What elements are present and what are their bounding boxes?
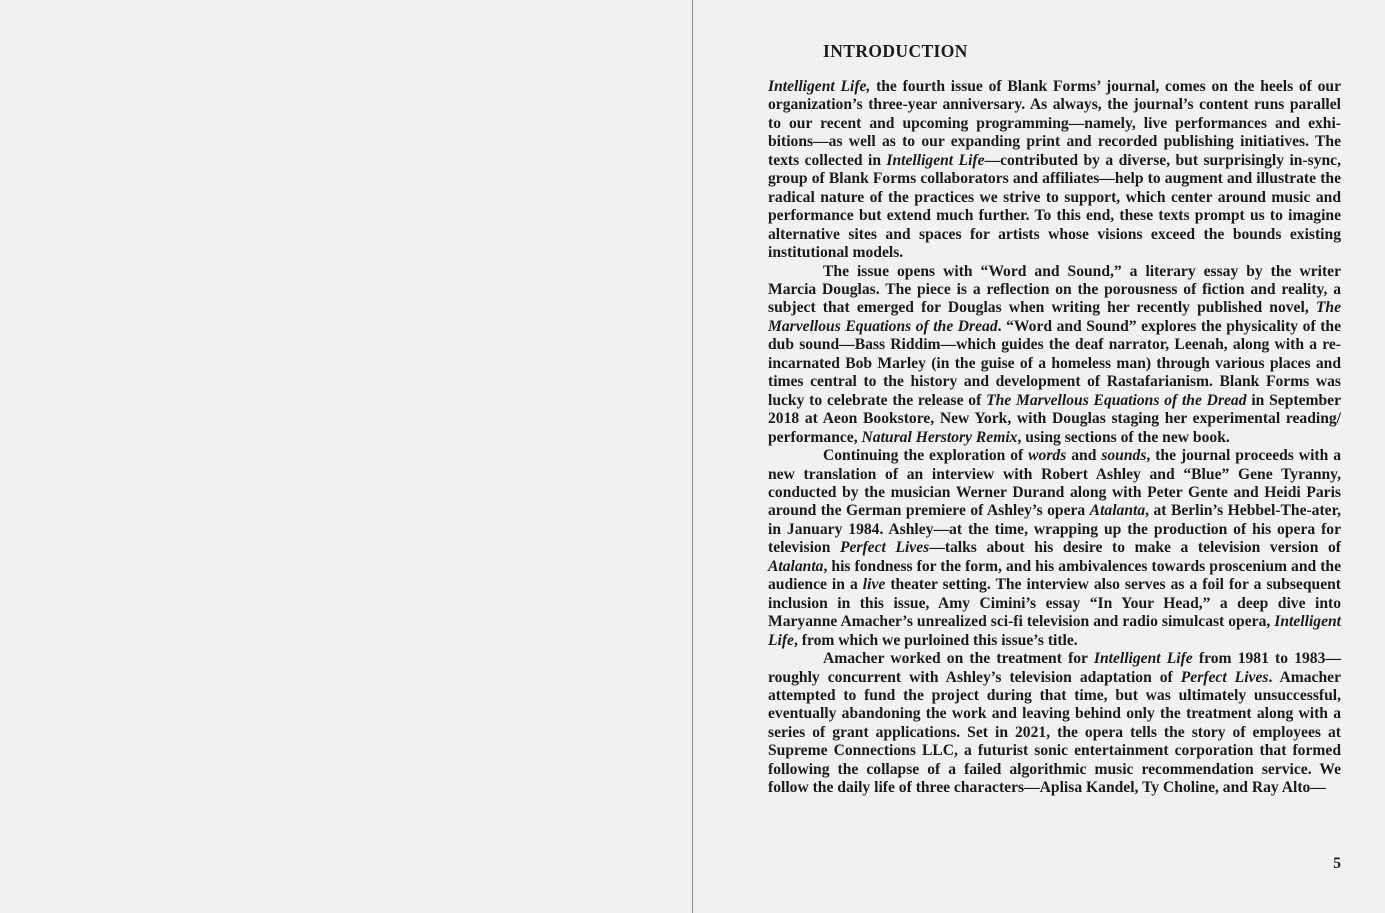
text-run: . “Word and Sound” explores the physicality of the dub sound—Bass Riddim—which guides the deaf narrator, Leenah, along with a re-incarnated Bob Marley (in the guise of a homeless man) through various places and times central to the history and development of Rastafarianism. Blank Forms was lucky to celebrate the release of [768, 317, 1341, 409]
italic-title: The Marvellous Equations of the Dread [986, 391, 1247, 409]
italic-title: Intelligent Life, [768, 78, 871, 95]
text-run: The issue opens with “Word and Sound,” a literary essay by the writer Marcia Douglas. The piece is a reflection on the porousness of fiction and reality, a subject that emerged for Douglas when writing her recently published novel, [768, 262, 1341, 317]
italic-title: words [1028, 447, 1067, 465]
page-number: 5 [1333, 855, 1341, 872]
text-run: Continuing the exploration of [823, 447, 1029, 465]
italic-title: sounds [1101, 447, 1147, 465]
italic-title: Natural Herstory Remix [861, 428, 1018, 446]
text-run: . Amacher attempted to fund the project during that time, but was ultimately unsuccessful, eventually abandoning the work and leaving behind only the treatment along with a series of grant applications. Set in 2021, the opera tells the story of employees at Supreme Connections LLC, a futurist sonic entertainment corporation that formed following the collapse of a failed algorithmic music recommendation service. We follow the daily life of three characters—Aplisa Kandel, Ty Choline, and Ray Alto— [768, 668, 1341, 797]
italic-title: Intelligent Life [768, 613, 1341, 649]
body-paragraph [768, 447, 1341, 650]
text-run: the fourth issue of Blank Forms’ journal, comes on the heels of our organization’s three-year anniversary. As always, the journal’s content runs parallel to our recent and upcoming programming—namely, live performances and exhi-bitions—as well as to our expanding print and recorded publishing initiatives. The texts collected in [768, 78, 1341, 169]
italic-title: Atalanta [768, 557, 824, 575]
text-run: , at Berlin’s Hebbel-The-ater, in January 1984. Ashley—at the time, wrapping up the production of his opera for television [768, 502, 1341, 557]
italic-title: Perfect Lives [839, 539, 930, 557]
italic-title: Intelligent Life [886, 151, 985, 169]
body-text [768, 78, 1341, 798]
text-run: , his fondness for the form, and his ambivalences towards proscenium and the audience in a [768, 557, 1341, 594]
text-run: theater setting. The interview also serves as a foil for a subsequent inclusion in this issue, Amy Cimini’s essay “In Your Head,” a deep dive into Maryanne Amacher’s unrealized sci-fi television and radio simulcast opera, [768, 576, 1341, 631]
text-run: , using sections of the new book. [1017, 428, 1230, 446]
text-run: from 1981 to 1983—roughly concurrent with Ashley’s television adaptation of [768, 650, 1341, 686]
body-paragraph [768, 263, 1341, 448]
body-paragraph [768, 650, 1341, 798]
text-run: and [1066, 447, 1102, 465]
text-run: —talks about his desire to make a television version of [929, 539, 1341, 557]
text-run: —contributed by a diverse, but surprisingly in-sync, group of Blank Forms collaborators and affiliates—help to augment and illustrate the radical nature of the practices we strive to support, which center around music and performance but extend much further. To this end, these texts prompt us to imagine alternative sites and spaces for artists whose visions exceed the bounds existing institutional models. [768, 151, 1341, 262]
text-run: , from which we purloined this issue’s title. [793, 631, 1078, 649]
italic-title: Intelligent Life [1093, 650, 1193, 668]
italic-title: Atalanta [1089, 502, 1146, 520]
section-heading: INTRODUCTION [823, 41, 968, 61]
text-run: , the journal proceeds with a new translation of an interview with Robert Ashley and “Blue” Gene Tyranny, conducted by the musician Werner Durand along with Peter Gente and Heidi Paris around the German premiere of Ashley’s opera [768, 447, 1341, 520]
italic-title: The Marvellous Equations of the Dread [768, 299, 1341, 335]
left-page-blank [0, 0, 692, 913]
italic-title: Perfect Lives [1180, 668, 1269, 686]
body-paragraph [768, 78, 1341, 263]
italic-title: live [862, 576, 886, 594]
text-run: in September 2018 at Aeon Bookstore, New York, with Douglas staging her experimental reading/ performance, [768, 391, 1341, 446]
text-run: Amacher worked on the treatment for [823, 650, 1094, 668]
